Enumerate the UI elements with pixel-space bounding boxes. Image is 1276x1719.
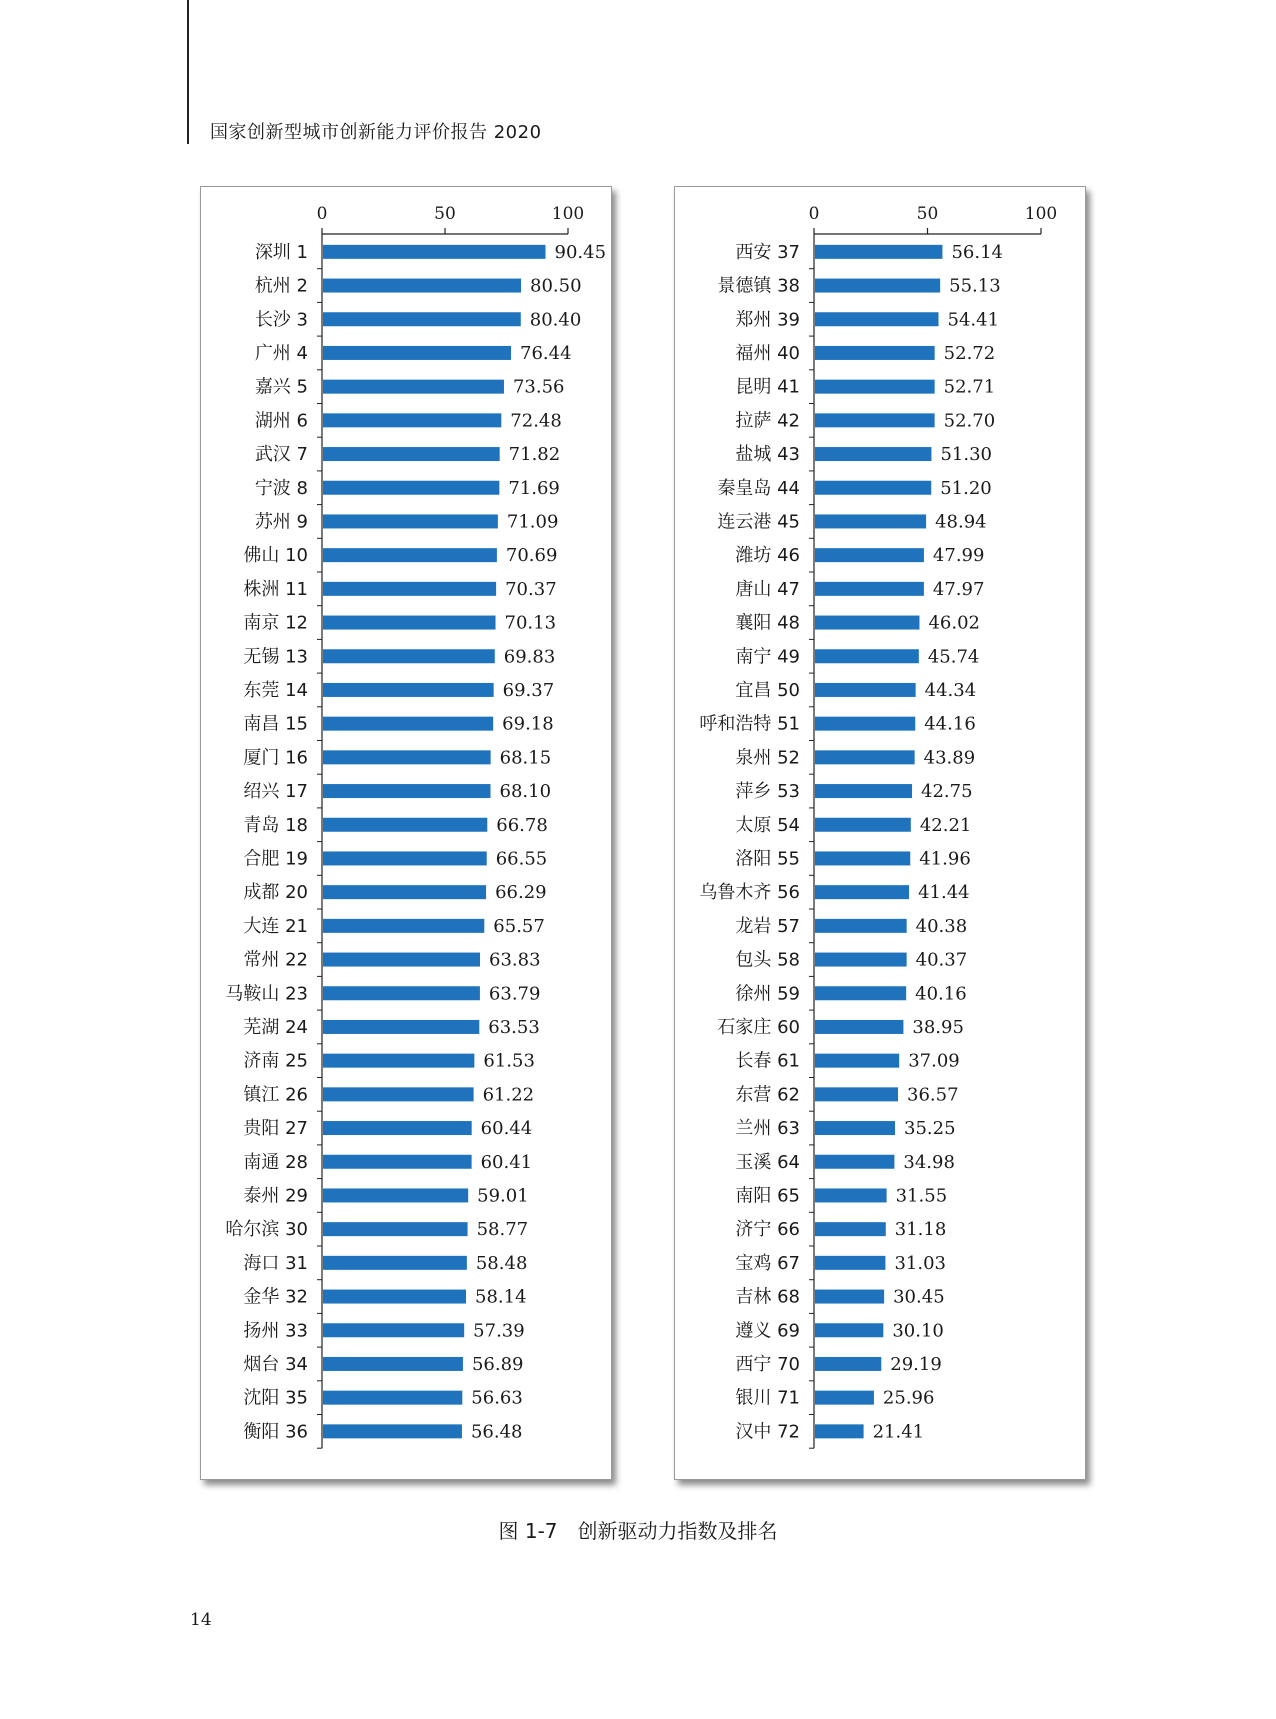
value-label: 30.10 (892, 1320, 944, 1342)
bar (815, 1323, 883, 1337)
value-label: 76.44 (520, 342, 572, 364)
category-label: 嘉兴 5 (254, 376, 308, 398)
category-label: 东莞 14 (243, 679, 308, 701)
value-label: 30.45 (893, 1286, 945, 1308)
bar (815, 649, 919, 663)
bar (815, 1020, 903, 1034)
value-label: 61.53 (483, 1050, 535, 1072)
value-label: 68.15 (499, 747, 552, 769)
bar (323, 885, 486, 899)
x-tick-label: 100 (1024, 204, 1058, 224)
bar (815, 514, 926, 528)
bar (815, 717, 915, 731)
value-label: 52.71 (943, 376, 996, 398)
value-label: 80.50 (530, 275, 582, 297)
bar (815, 919, 907, 933)
value-label: 60.44 (480, 1118, 533, 1140)
bar (323, 447, 500, 461)
bar (323, 582, 496, 596)
category-label: 太原 54 (735, 814, 800, 836)
category-label: 唐山 47 (735, 578, 800, 600)
category-label: 南阳 65 (735, 1185, 800, 1207)
value-label: 66.55 (495, 848, 548, 870)
value-label: 45.74 (927, 646, 980, 668)
value-label: 25.96 (882, 1387, 935, 1409)
bar (323, 717, 493, 731)
value-label: 47.97 (932, 578, 985, 600)
category-label: 西宁 70 (735, 1353, 800, 1375)
value-label: 57.39 (473, 1320, 525, 1342)
category-label: 烟台 34 (243, 1353, 308, 1375)
value-label: 80.40 (529, 309, 582, 331)
bar (815, 1424, 864, 1438)
category-label: 株洲 11 (243, 578, 308, 600)
value-label: 34.98 (903, 1151, 955, 1173)
category-label: 汉中 72 (735, 1421, 800, 1443)
bar (323, 1188, 468, 1202)
category-label: 济宁 66 (735, 1219, 800, 1241)
bar (815, 346, 935, 360)
category-label: 南宁 49 (735, 646, 800, 668)
category-label: 青岛 18 (243, 814, 308, 836)
category-label: 呼和浩特 51 (699, 713, 800, 735)
value-label: 31.55 (895, 1185, 948, 1207)
bar (323, 649, 495, 663)
category-label: 龙岩 57 (735, 915, 800, 937)
value-label: 52.72 (943, 342, 996, 364)
value-label: 66.29 (495, 882, 547, 904)
bar (815, 279, 940, 293)
bar (323, 1155, 472, 1169)
bar (815, 548, 924, 562)
bar (815, 1290, 884, 1304)
bar (815, 245, 942, 259)
bar (323, 1391, 462, 1405)
category-label: 萍乡 53 (735, 781, 800, 803)
category-label: 南通 28 (243, 1151, 308, 1173)
bar (815, 616, 919, 630)
category-label: 宜昌 50 (735, 679, 800, 701)
category-label: 金华 32 (243, 1286, 308, 1308)
value-label: 55.13 (949, 275, 1001, 297)
value-label: 58.14 (475, 1286, 527, 1308)
category-label: 宁波 8 (254, 477, 308, 499)
value-label: 58.48 (475, 1252, 528, 1274)
category-label: 南昌 15 (243, 713, 308, 735)
bar (323, 750, 491, 764)
value-label: 68.10 (499, 781, 552, 803)
bar (323, 1323, 464, 1337)
value-label: 35.25 (904, 1118, 956, 1140)
category-label: 石家庄 60 (717, 1016, 800, 1038)
x-tick-label: 50 (434, 204, 456, 224)
value-label: 43.89 (923, 747, 976, 769)
value-label: 71.09 (506, 511, 559, 533)
category-label: 广州 4 (254, 342, 308, 364)
category-label: 扬州 33 (243, 1320, 308, 1342)
category-label: 宝鸡 67 (735, 1252, 800, 1274)
category-label: 拉萨 42 (735, 410, 800, 432)
category-label: 长春 61 (735, 1050, 800, 1072)
bar (815, 1155, 894, 1169)
bar-chart-left (201, 187, 611, 1479)
bar (323, 1424, 462, 1438)
bar (323, 245, 546, 259)
value-label: 21.41 (872, 1421, 925, 1443)
bar (815, 582, 924, 596)
bar (323, 1290, 466, 1304)
value-label: 63.83 (489, 949, 541, 971)
value-label: 44.34 (924, 679, 977, 701)
value-label: 48.94 (935, 511, 987, 533)
bar (815, 784, 912, 798)
x-tick-label: 100 (551, 204, 585, 224)
bar (815, 413, 935, 427)
value-label: 72.48 (510, 410, 562, 432)
bar (815, 447, 931, 461)
bar (323, 919, 484, 933)
running-header: 国家创新型城市创新能力评价报告 2020 (210, 122, 542, 143)
value-label: 56.89 (471, 1353, 524, 1375)
bar (815, 986, 906, 1000)
bar (815, 1121, 895, 1135)
value-label: 54.41 (947, 309, 1000, 331)
value-label: 51.20 (940, 477, 992, 499)
bar (323, 953, 480, 967)
category-label: 乌鲁木齐 56 (699, 882, 800, 904)
bar (323, 683, 494, 697)
category-label: 贵阳 27 (243, 1118, 308, 1140)
category-label: 吉林 68 (735, 1286, 800, 1308)
bar (815, 1391, 874, 1405)
category-label: 昆明 41 (735, 376, 800, 398)
value-label: 36.57 (907, 1084, 959, 1106)
bar (323, 851, 487, 865)
bar (815, 1256, 885, 1270)
category-label: 海口 31 (243, 1252, 308, 1274)
value-label: 51.30 (940, 444, 992, 466)
x-tick-label: 50 (916, 204, 939, 224)
bar (815, 380, 935, 394)
category-label: 连云港 45 (717, 511, 800, 533)
value-label: 37.09 (908, 1050, 960, 1072)
category-label: 衡阳 36 (243, 1421, 308, 1443)
category-label: 湖州 6 (254, 410, 308, 432)
value-label: 69.83 (503, 646, 556, 668)
bar (815, 1087, 898, 1101)
value-label: 70.13 (504, 612, 557, 634)
margin-rule (187, 0, 189, 144)
bar (323, 1054, 474, 1068)
value-label: 63.79 (488, 983, 541, 1005)
category-label: 徐州 59 (735, 983, 800, 1005)
category-label: 合肥 19 (243, 848, 308, 870)
category-label: 绍兴 17 (243, 781, 308, 803)
bar (815, 1357, 881, 1371)
bar (815, 1188, 887, 1202)
category-label: 南京 12 (243, 612, 308, 634)
value-label: 40.38 (915, 915, 968, 937)
category-label: 福州 40 (735, 342, 800, 364)
category-label: 遵义 69 (735, 1320, 800, 1342)
bar (815, 851, 910, 865)
value-label: 58.77 (476, 1219, 529, 1241)
value-label: 40.37 (915, 949, 968, 971)
value-label: 70.69 (505, 545, 558, 567)
bar (323, 986, 480, 1000)
chart-panel-left (200, 186, 612, 1480)
category-label: 兰州 63 (735, 1118, 800, 1140)
bar-chart-right (675, 187, 1085, 1479)
category-label: 东营 62 (735, 1084, 800, 1106)
x-tick-label: 0 (808, 204, 820, 224)
category-label: 西安 37 (735, 241, 800, 263)
value-label: 66.78 (496, 814, 548, 836)
category-label: 包头 58 (735, 949, 800, 971)
figure-caption: 图 1-7 创新驱动力指数及排名 (498, 1519, 778, 1543)
value-label: 60.41 (480, 1151, 533, 1173)
value-label: 42.75 (921, 781, 973, 803)
category-label: 泉州 52 (735, 747, 800, 769)
bar (815, 953, 907, 967)
value-label: 56.63 (471, 1387, 523, 1409)
bar (815, 750, 915, 764)
value-label: 61.22 (482, 1084, 535, 1106)
category-label: 镇江 26 (243, 1084, 308, 1106)
bar (323, 548, 497, 562)
category-label: 深圳 1 (254, 241, 308, 263)
category-label: 哈尔滨 30 (225, 1219, 308, 1241)
value-label: 31.18 (894, 1219, 947, 1241)
value-label: 44.16 (924, 713, 976, 735)
category-label: 秦皇岛 44 (717, 477, 800, 499)
category-label: 景德镇 38 (717, 275, 800, 297)
category-label: 苏州 9 (254, 511, 308, 533)
category-label: 沈阳 35 (243, 1387, 308, 1409)
bar (323, 1357, 463, 1371)
category-label: 泰州 29 (243, 1185, 308, 1207)
value-label: 41.96 (919, 848, 971, 870)
value-label: 56.14 (951, 241, 1003, 263)
bar (323, 279, 521, 293)
bar (323, 1087, 474, 1101)
category-label: 银川 71 (735, 1387, 800, 1409)
bar (323, 818, 487, 832)
category-label: 郑州 39 (735, 309, 800, 331)
value-label: 71.69 (508, 477, 560, 499)
bar (815, 312, 939, 326)
value-label: 47.99 (932, 545, 985, 567)
value-label: 56.48 (470, 1421, 523, 1443)
bar (815, 683, 916, 697)
category-label: 马鞍山 23 (225, 983, 308, 1005)
value-label: 69.18 (502, 713, 554, 735)
category-label: 洛阳 55 (735, 848, 800, 870)
value-label: 42.21 (919, 814, 972, 836)
bar (323, 1222, 468, 1236)
category-label: 芜湖 24 (243, 1016, 308, 1038)
value-label: 38.95 (912, 1016, 964, 1038)
value-label: 40.16 (915, 983, 967, 1005)
category-label: 大连 21 (243, 915, 308, 937)
bar (323, 1256, 467, 1270)
bar (815, 818, 911, 832)
category-label: 潍坊 46 (735, 545, 800, 567)
bar (815, 885, 909, 899)
value-label: 69.37 (502, 679, 555, 701)
category-label: 无锡 13 (243, 646, 308, 668)
page-number: 14 (190, 1610, 212, 1630)
value-label: 41.44 (918, 882, 970, 904)
value-label: 59.01 (477, 1185, 529, 1207)
category-label: 常州 22 (243, 949, 308, 971)
chart-panel-right (674, 186, 1086, 1480)
category-label: 玉溪 64 (735, 1151, 800, 1173)
value-label: 52.70 (943, 410, 996, 432)
category-label: 盐城 43 (735, 444, 800, 466)
category-label: 长沙 3 (254, 309, 308, 331)
bar (323, 784, 491, 798)
value-label: 46.02 (928, 612, 980, 634)
value-label: 90.45 (554, 241, 607, 263)
category-label: 杭州 2 (254, 275, 308, 297)
category-label: 武汉 7 (254, 444, 308, 466)
category-label: 厦门 16 (243, 747, 308, 769)
value-label: 29.19 (890, 1353, 942, 1375)
category-label: 成都 20 (243, 882, 308, 904)
value-label: 65.57 (493, 915, 545, 937)
value-label: 31.03 (894, 1252, 946, 1274)
bar (323, 481, 499, 495)
bar (323, 1020, 479, 1034)
category-label: 佛山 10 (243, 545, 308, 567)
bar (323, 346, 511, 360)
bar (323, 514, 498, 528)
bar (323, 413, 501, 427)
bar (815, 481, 931, 495)
bar (323, 380, 504, 394)
bar (323, 616, 496, 630)
bar (815, 1222, 886, 1236)
category-label: 济南 25 (243, 1050, 308, 1072)
x-tick-label: 0 (316, 204, 328, 224)
value-label: 70.37 (505, 578, 557, 600)
bar (323, 312, 521, 326)
bar (815, 1054, 899, 1068)
value-label: 71.82 (508, 444, 561, 466)
value-label: 63.53 (488, 1016, 540, 1038)
value-label: 73.56 (512, 376, 565, 398)
category-label: 襄阳 48 (735, 612, 800, 634)
bar (323, 1121, 472, 1135)
